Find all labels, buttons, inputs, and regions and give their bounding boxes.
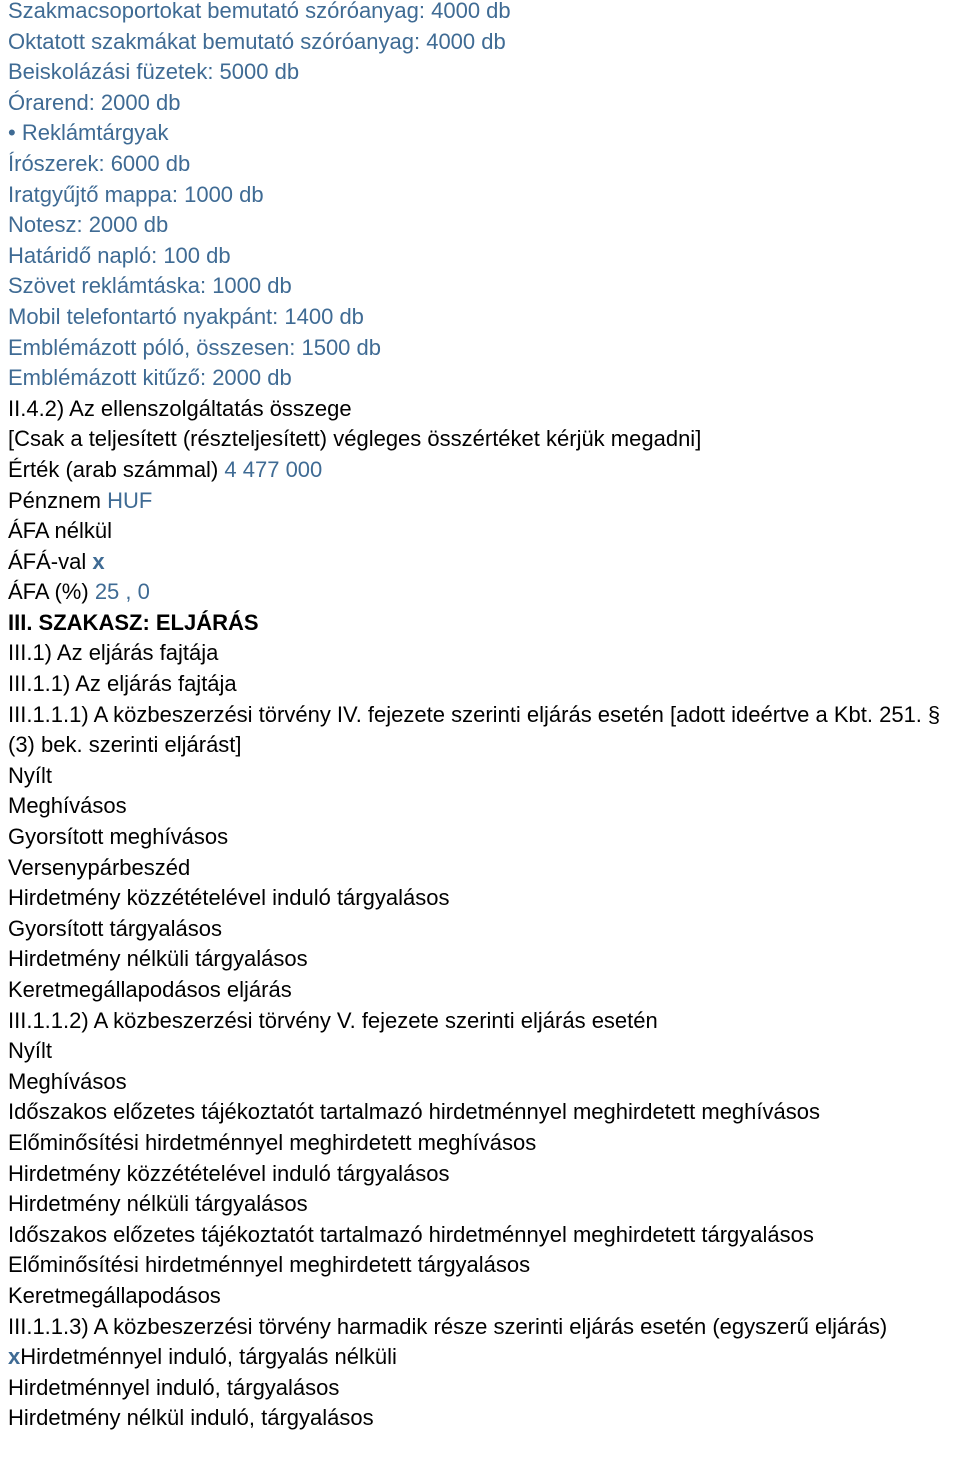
procedure-option: Gyorsított tárgyalásos — [8, 915, 222, 941]
selected-checkmark: x — [8, 1344, 21, 1370]
supply-item: Szövet reklámtáska: 1000 db — [8, 273, 292, 299]
document-page — [8, 0, 960, 1434]
vat-percent-label: ÁFA (%) — [8, 579, 89, 605]
chapter-v-heading: III.1.1.2) A közbeszerzési törvény V. fejezete szerinti eljárás esetén — [8, 1007, 658, 1033]
subsection-heading: III.1.1) Az eljárás fajtája — [8, 671, 237, 697]
value-section-heading: II.4.2) Az ellenszolgáltatás összege — [8, 395, 352, 421]
procedure-option: Nyílt — [8, 762, 52, 788]
currency-row — [8, 486, 960, 517]
chapter-iv-heading-text-end: (3) bek. szerinti eljárást] — [8, 732, 242, 758]
procedure-option: Meghívásos — [8, 1068, 127, 1094]
vat-percent-row — [8, 577, 960, 608]
vat-percent-value: 25 , 0 — [94, 579, 150, 605]
value-section — [8, 394, 960, 608]
procedure-option: Gyorsított meghívásos — [8, 824, 229, 850]
chapter-iv-heading-text: III.1.1.1) A közbeszerzési törvény IV. fejezete szerinti eljárás esetén [adott ideértve a Kbt. 251. — [8, 701, 922, 727]
procedure-option: Nyílt — [8, 1038, 52, 1064]
subsection-heading: III.1) Az eljárás fajtája — [8, 640, 219, 666]
vat-without-option: ÁFA nélkül — [8, 518, 112, 544]
procedure-section — [8, 608, 960, 1434]
chapter-v-options — [8, 1036, 960, 1311]
supply-item: Beiskolázási füzetek: 5000 db — [8, 59, 300, 85]
currency-value: HUF — [107, 487, 153, 513]
currency-label: Pénznem — [8, 487, 101, 513]
supply-item: Mobil telefontartó nyakpánt: 1400 db — [8, 303, 364, 329]
procedure-option: Előminősítési hirdetménnyel meghirdetett tárgyalásos — [8, 1252, 531, 1278]
section-sign-icon: § — [927, 701, 941, 727]
supply-item: Iratgyűjtő mappa: 1000 db — [8, 181, 264, 207]
supply-item: Emblémázott kitűző: 2000 db — [8, 365, 292, 391]
procedure-option: Előminősítési hirdetménnyel meghirdetett meghívásos — [8, 1129, 537, 1155]
procedure-option: Meghívásos — [8, 793, 127, 819]
supply-item: Órarend: 2000 db — [8, 89, 181, 115]
supply-item: Határidő napló: 100 db — [8, 242, 231, 268]
procedure-option: Időszakos előzetes tájékoztatót tartalmazó hirdetménnyel meghirdetett meghívásos — [8, 1099, 820, 1125]
value-label: Érték (arab számmal) — [8, 456, 219, 482]
vat-with-checkmark: x — [92, 548, 105, 574]
supply-item: Oktatott szakmákat bemutató szóróanyag: 4000 db — [8, 28, 506, 54]
procedure-option-selected — [8, 1342, 960, 1373]
value-amount: 4 477 000 — [224, 456, 323, 482]
chapter-iv-heading — [8, 700, 960, 761]
supply-item: • Reklámtárgyak — [8, 120, 169, 146]
chapter-iv-options — [8, 761, 960, 1006]
value-section-note: [Csak a teljesített (részteljesített) végleges összértéket kérjük megadni] — [8, 426, 702, 452]
procedure-option: Hirdetmény közzétételével induló tárgyalásos — [8, 1160, 450, 1186]
procedure-option: Keretmegállapodásos eljárás — [8, 977, 292, 1002]
procedure-option-label: Hirdetménnyel induló, tárgyalás nélküli — [20, 1344, 397, 1370]
procedure-option: Keretmegállapodásos — [8, 1282, 221, 1308]
vat-with-row — [8, 547, 960, 578]
supply-item: Emblémázott póló, összesen: 1500 db — [8, 334, 382, 360]
procedure-option: Időszakos előzetes tájékoztatót tartalmazó hirdetménnyel meghirdetett tárgyalásos — [8, 1221, 814, 1247]
procedure-option: Hirdetmény nélkül induló, tárgyalásos — [8, 1405, 374, 1431]
supply-item: Notesz: 2000 db — [8, 212, 169, 238]
supply-item: Írószerek: 6000 db — [8, 150, 191, 176]
part-three-options — [8, 1342, 960, 1434]
supplies-list — [8, 0, 960, 394]
section-title: III. SZAKASZ: ELJÁRÁS — [8, 609, 259, 635]
part-three-heading: III.1.1.3) A közbeszerzési törvény harmadik része szerinti eljárás esetén (egyszerű eljárás) — [8, 1313, 888, 1339]
procedure-option: Versenypárbeszéd — [8, 854, 191, 880]
supply-item: Szakmacsoportokat bemutató szóróanyag: 4000 db — [8, 0, 511, 23]
procedure-option: Hirdetmény nélküli tárgyalásos — [8, 946, 308, 972]
value-row — [8, 455, 960, 486]
vat-with-label: ÁFÁ-val — [8, 548, 87, 574]
procedure-option: Hirdetménnyel induló, tárgyalásos — [8, 1374, 340, 1400]
procedure-option: Hirdetmény közzétételével induló tárgyalásos — [8, 885, 450, 911]
procedure-option: Hirdetmény nélküli tárgyalásos — [8, 1191, 308, 1217]
